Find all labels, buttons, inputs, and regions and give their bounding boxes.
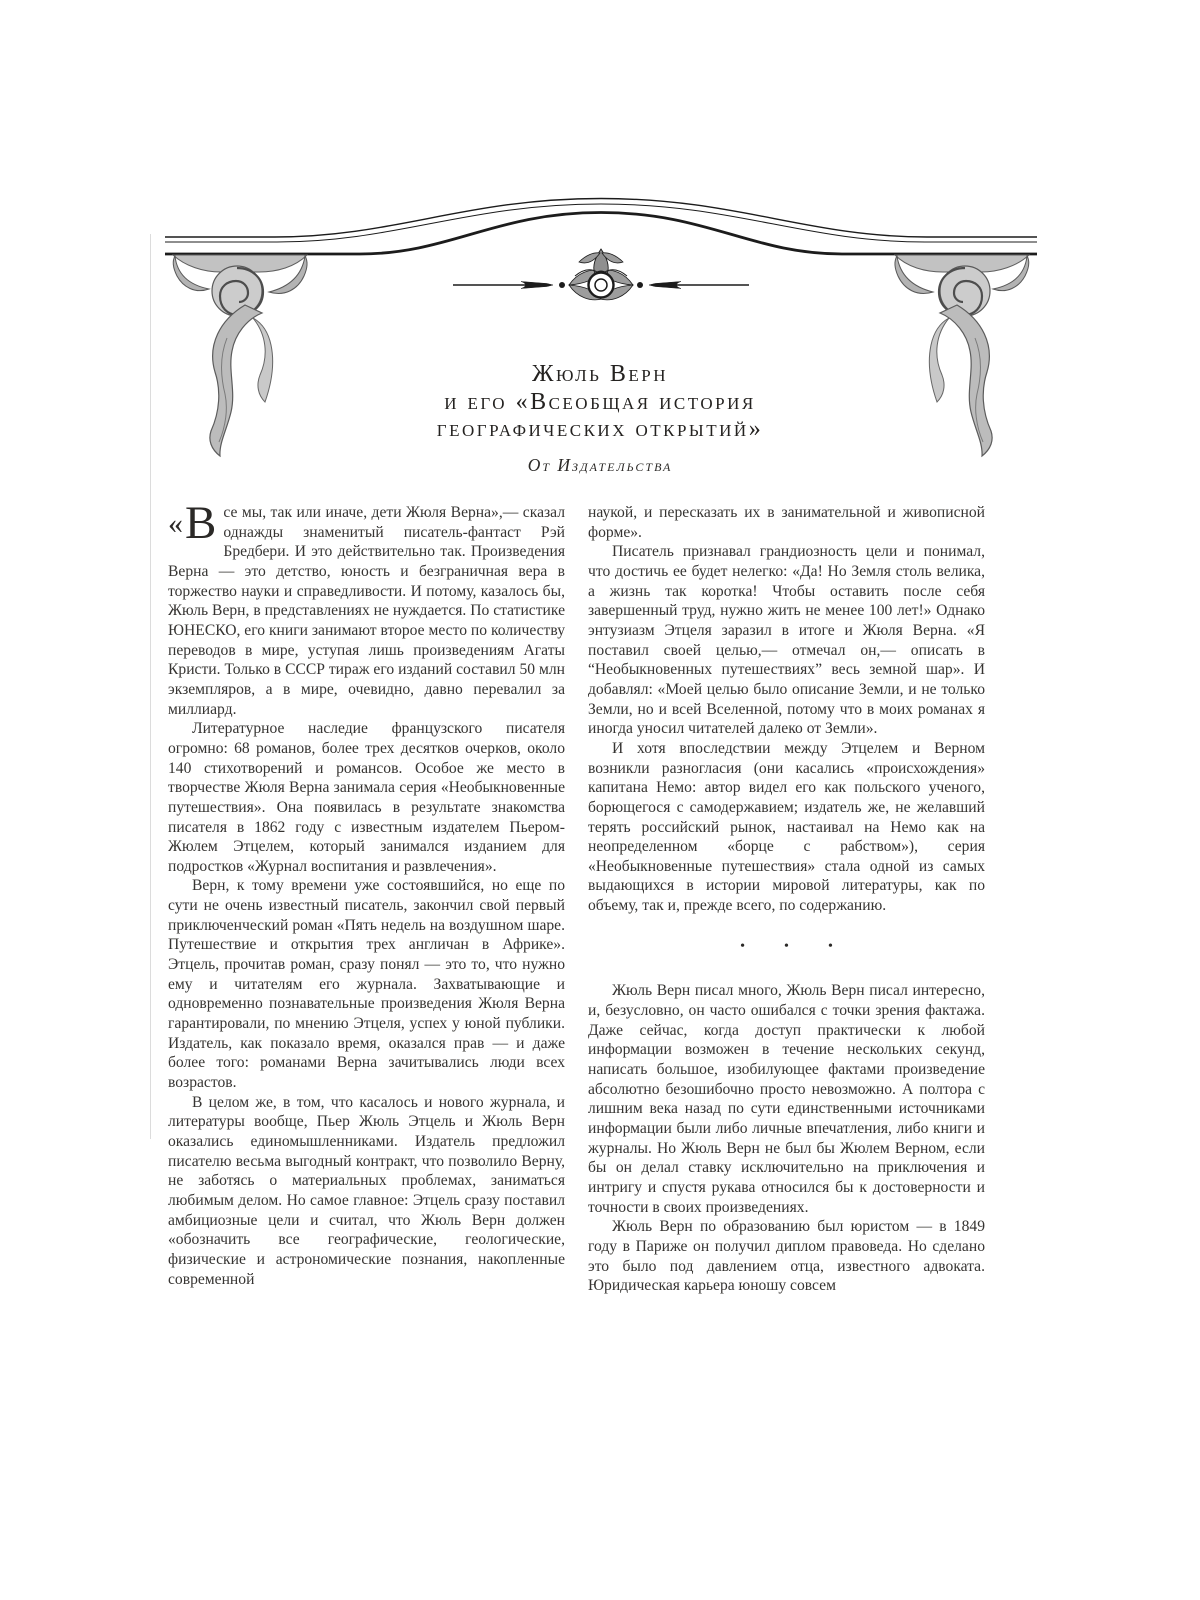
paragraph: наукой, и пересказать их в занимательной и живописной форме». [588, 504, 985, 541]
drop-cap-quote: « [168, 507, 183, 540]
section-subtitle: От Издательства [527, 455, 673, 475]
page-title-line-1: Жюль Верн [531, 361, 669, 387]
page-title [0, 361, 1200, 444]
column-right [588, 503, 985, 1296]
section-separator: • • • [740, 938, 849, 954]
page-title-line-2: и его «Всеобщая история [444, 388, 756, 415]
fleuron-center-icon [453, 249, 749, 300]
paragraph: И хотя впоследствии между Этцелем и Верном возникли разногласия (они касались «происхождения» капитана Немо: автор видел его как польского ученого, борющегося с самодержавием; издатель же, не желавший терять российский рынок, настаивал на Немо как на неопределенном «борце с рабством»), серия «Необыкновенные путешествия» стала одной из самых выдающихся в истории мировой литературы, как по объему, так и, прежде всего, по содержанию. [588, 739, 985, 915]
drop-cap [168, 497, 217, 549]
paragraph: Жюль Верн по образованию был юристом — в 1849 году в Париже он получил диплом правоведа. Но сделано это было под давлением отца, известного адвоката. Юридическая карьера юношу совсем [588, 1218, 985, 1295]
paragraph: Жюль Верн писал много, Жюль Верн писал интересно, и, безусловно, он часто ошибался с точки зрения фактажа. Даже сейчас, когда доступ практически к любой информации возможен в течение нескольких секунд, написать большое, изобилующее фактами произведение абсолютно безошибочно просто невозможно. А полтора с лишним века назад по сути единственными источниками информации были либо личные впечатления, либо книги и журналы. Но Жюль Верн не был бы Жюлем Верном, если бы он делал ставку исключительно на приключения и интригу и спустя рукава относился бы к достоверности и точности в своих произведениях. [588, 982, 985, 1216]
page-title-line-3: географических открытий» [436, 416, 764, 442]
arch-rule-lines [165, 199, 1037, 255]
paragraph: Писатель признавал грандиозность цели и понимал, что достичь ее будет нелегко: «Да! Но Земля столь велика, а жизнь так коротка! Чтобы оставить после себя завершенный труд, нужно жить не менее 100 лет!» Однако энтузиазм Этцеля заразил в итоге и Жюля Верна. «Я поставил своей целью,— отмечал он,— описать в “Необыкновенных путешествиях” весь земной шар». И добавлял: «Моей целью было описание Земли, и не только Земли, но и всей Вселенной, потому что в моих романах я иногда уносил читателей далеко от Земли». [588, 543, 985, 738]
paragraph: «В се мы, так или иначе, дети Жюля Верна»,— сказал однажды знаменитый писатель-фантаст Рэй Бредбери. И это действительно так. Произведения Верна — это детство, юность и безграничная вера в торжество науки и справедливости. И потому, казалось бы, Жюль Верн, в представлениях не нуждается. По статистике ЮНЕСКО, его книги занимают второе место по количеству переводов в мире, уступая лишь произведениям Агаты Кристи. Только в СССР тираж его изданий составил 50 млн экземпляров, а в мире, очевидно, давно перевалил за миллиард. [168, 497, 565, 718]
drop-cap-letter: В [185, 497, 217, 549]
paragraph: Литературное наследие французского писателя огромно: 68 романов, более трех десятков очерков, около 140 стихотворений и романсов. Особое же место в творчестве Жюля Верна занимала серия «Необыкновенные путешествия». Она появилась в результате знакомства писателя в 1862 году с известным издателем Пьером-Жюлем Этцелем, который занимался изданием для подростков «Журнал воспитания и развлечения». [168, 720, 565, 875]
paragraph: Верн, к тому времени уже состоявшийся, но еще по сути не очень известный писатель, закончил свой первый приключенческий роман «Пять недель на воздушном шаре. Путешествие и открытия трех англичан в Африке». Этцель, прочитав роман, сразу понял — это то, что нужно ему и читателям его журнала. Захватывающие и одновременно познавательные произведения Жюля Верна гарантировали, по мнению Этцеля, успех у юной публики. Издатель, как показало время, оказался прав — и даже более того: романами Верна зачитывались люди всех возрастов. [168, 877, 565, 1092]
text-columns [168, 497, 985, 1296]
paragraph: В целом же, в том, что касалось и нового журнала, и литературы вообще, Пьер Жюль Этцель и Жюль Верн оказались единомышленниками. Издатель предложил писателю весьма выгодный контракт, что позволило Верну, не заботясь о материальных проблемах, заниматься любимым делом. Но самое главное: Этцель сразу поставил амбициозные цели и считал, что Жюль Верн должен «обозначить все географические, геологические, физические и астрономические познания, накопленные современной [168, 1093, 565, 1288]
column-left [168, 497, 565, 1296]
